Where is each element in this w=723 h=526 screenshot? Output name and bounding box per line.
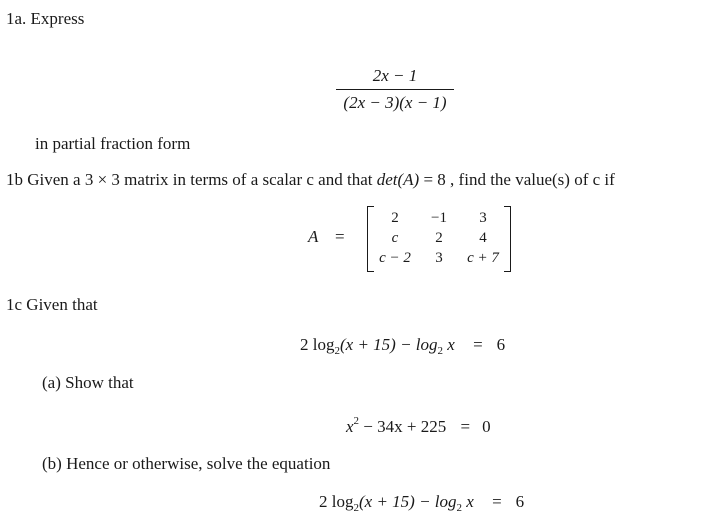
- log-eq2-base2: 2: [456, 502, 463, 514]
- quadratic-x: x: [346, 417, 354, 436]
- log-eq1-base1: 2: [334, 345, 340, 357]
- quadratic-equals: =: [460, 417, 471, 436]
- question-1a-instruction: in partial fraction form: [35, 134, 191, 153]
- log-eq2-equals: =: [492, 492, 502, 511]
- matrix-cell-r1c2: −1: [431, 210, 447, 226]
- matrix-cell-r1c1: 2: [391, 210, 399, 226]
- question-1b-statement: [6, 170, 615, 190]
- matrix-equals-sign: =: [335, 227, 345, 246]
- log-eq1-base2: 2: [437, 345, 444, 357]
- fraction-expression: [336, 66, 454, 113]
- log-eq2-term1: 2 log: [319, 492, 354, 511]
- log-eq1-term2: (x + 15) − log: [339, 335, 438, 354]
- question-1a-label: 1a. Express: [6, 9, 85, 28]
- fraction-denominator: (2x − 3)(x − 1): [343, 93, 447, 112]
- log-eq2-rhs: 6: [515, 492, 525, 511]
- question-1b-prefix: 1b Given a 3 × 3 matrix in terms of a scalar c and that: [6, 170, 377, 189]
- question-1c-part-b-label: (b) Hence or otherwise, solve the equation: [42, 454, 331, 473]
- question-1b-condition: = 8 , find the value(s) of c if: [419, 170, 615, 189]
- matrix-cell-r3c3: c + 7: [467, 250, 499, 266]
- quadratic-rest: − 34x + 225: [359, 417, 447, 436]
- log-eq1-term1: 2 log: [300, 335, 335, 354]
- fraction-numerator: 2x − 1: [372, 66, 418, 85]
- quadratic-equation: [346, 411, 491, 437]
- fraction-bar: [336, 89, 454, 90]
- question-1c-label: 1c Given that: [6, 295, 98, 314]
- matrix-cell-r2c1: c: [391, 230, 399, 246]
- log-eq2-term2: (x + 15) − log: [358, 492, 457, 511]
- log-equation-1: [300, 335, 505, 361]
- matrix-cell-r3c2: 3: [435, 250, 443, 266]
- matrix-cell-r3c1: c − 2: [379, 250, 411, 266]
- log-eq1-var: x: [447, 335, 455, 354]
- log-eq1-rhs: 6: [496, 335, 506, 354]
- matrix-cell-r1c3: 3: [479, 210, 487, 226]
- determinant-expression: det(A): [376, 170, 420, 189]
- matrix-name: A: [308, 227, 319, 246]
- quadratic-exponent: 2: [353, 415, 360, 427]
- matrix-cell-r2c2: 2: [435, 230, 443, 246]
- question-1c-part-a-label: (a) Show that: [42, 373, 134, 392]
- log-eq2-var: x: [466, 492, 474, 511]
- log-eq2-base1: 2: [353, 502, 359, 514]
- log-eq1-equals: =: [473, 335, 483, 354]
- quadratic-rhs: 0: [482, 417, 491, 436]
- matrix-cell-r2c3: 4: [479, 230, 487, 246]
- log-equation-2: [319, 492, 524, 518]
